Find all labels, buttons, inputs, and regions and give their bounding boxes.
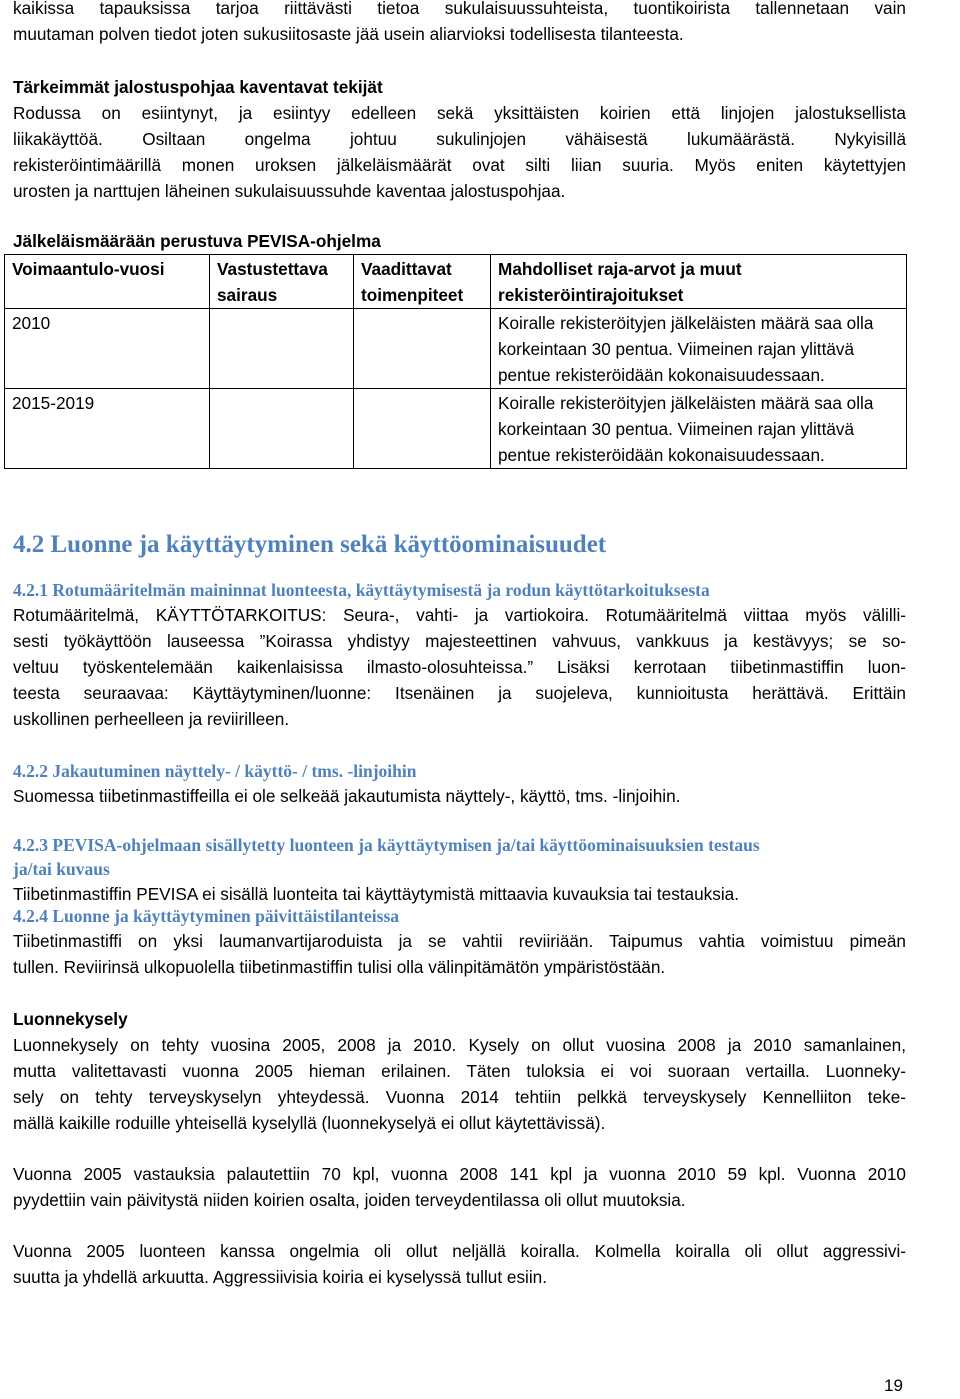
factors-line: liikakäyttöä. Osiltaan ongelma johtuu sukulinjojen vähäisestä lukumäärästä. Nykyisillä <box>13 129 906 149</box>
body-line: mutta valitettavasti vuonna 2005 hieman erilainen. Täten tuloksia ei voi suoraan vertailla. Luonneky- <box>13 1061 906 1081</box>
intro-paragraph <box>13 0 906 47</box>
body-line: veltuu työskentelemään kaikenlaisissa ilmasto-olosuhteissa.” Lisäksi kerrotaan tiibetinmastiffin luon- <box>13 657 906 677</box>
body-line: sesti työkäyttöön lauseessa ”Koirassa yhdistyy majesteettinen vahvuus, vankkuus ja kestävyys; se so- <box>13 631 906 651</box>
disease-cell <box>210 389 354 469</box>
body-line: Luonnekysely on tehty vuosina 2005, 2008 ja 2010. Kysely on ollut vuosina 2008 ja 2010 samanlainen, <box>13 1035 906 1055</box>
section-4-2-2 <box>13 759 906 809</box>
pevisa-block <box>13 228 906 469</box>
subsection-heading: 4.2.3 PEVISA-ohjelmaan sisällytetty luonteen ja käyttäytymisen ja/tai käyttöominaisuuksien testaus <box>13 835 760 855</box>
body-line: Vuonna 2005 vastauksia palautettiin 70 kpl, vuonna 2008 141 kpl ja vuonna 2010 59 kpl. Vuonna 2010 <box>13 1164 906 1184</box>
section-4-2-1 <box>13 578 906 732</box>
body-line: teesta seuraavaa: Käyttäytyminen/luonne: Itsenäinen ja suojeleva, kunnioitusta herättävä. Erittäin <box>13 683 906 703</box>
survey-heading: Luonnekysely <box>13 1009 128 1029</box>
factors-line: rekisteröintimäärillä monen uroksen jälkeläismäärät ovat silti liian suuria. Myös eniten käytettyjen <box>13 155 906 175</box>
table-header-cell: Vastustettava sairaus <box>210 255 354 309</box>
section-4-2-3 <box>13 833 906 907</box>
disease-cell <box>210 309 354 389</box>
intro-line: muutaman polven tiedot joten sukusiitosaste jää usein aliarvioksi todellisesta tilanteesta. <box>13 24 684 44</box>
table-header-cell: Vaadittavat toimenpiteet <box>354 255 491 309</box>
body-line: uskollinen perheelleen ja reviirilleen. <box>13 709 290 729</box>
body-line: sely on tehty terveyskyselyn yhteydessä. Vuonna 2014 tehtiin pelkkä terveyskysely Kennelliiton teke- <box>13 1087 906 1107</box>
subsection-heading: 4.2.1 Rotumääritelmän maininnat luonteesta, käyttäytymisestä ja rodun käyttötarkoituksesta <box>13 580 710 600</box>
year-cell: 2015-2019 <box>5 389 210 469</box>
survey-paragraph-2 <box>13 1161 906 1213</box>
body-line: Tiibetinmastiffin PEVISA ei sisällä luonteita tai käyttäytymistä mittaavia kuvauksia tai testauksia. <box>13 884 740 904</box>
section-heading-4-2: 4.2 Luonne ja käyttäytyminen sekä käyttöominaisuudet <box>13 531 607 558</box>
survey-paragraph-3 <box>13 1238 906 1290</box>
body-line: Vuonna 2005 luonteen kanssa ongelmia oli ollut neljällä koiralla. Kolmella koiralla oli ollut aggressivi- <box>13 1241 906 1261</box>
table-header-cell: Voimaantulo-vuosi <box>5 255 210 309</box>
limits-cell: Koiralle rekisteröityjen jälkeläisten määrä saa olla korkeintaan 30 pentua. Viimeinen rajan ylittävä pentue rekisteröidään kokonaisuudessaan. <box>491 389 907 469</box>
body-line: suutta ja yhdellä arkuutta. Aggressiivisia koiria ei kyselyssä tullut esiin. <box>13 1267 548 1287</box>
measures-cell <box>354 389 491 469</box>
body-line: pyydettiin vain päivitystä niiden koirien osalta, joiden terveydentilassa oli ollut muutoksia. <box>13 1190 686 1210</box>
table-header-cell: Mahdolliset raja-arvot ja muut rekisteröintirajoitukset <box>491 255 907 309</box>
subsection-heading: 4.2.4 Luonne ja käyttäytyminen päivittäistilanteissa <box>13 906 399 926</box>
factors-line: urosten ja narttujen läheinen sukulaisuussuhde kaventaa jalostuspohjaa. <box>13 181 566 201</box>
body-line: mällä kaikille roduille yhteisellä kyselyllä (luonnekyselyä ei ollut käytettävissä). <box>13 1113 606 1133</box>
body-line: Suomessa tiibetinmastiffeilla ei ole selkeää jakautumista näyttely-, käyttö, tms. -linjoihin. <box>13 786 681 806</box>
body-line: tullen. Reviirinsä ulkopuolella tiibetinmastiffin tulisi olla välinpitämätön ympäristöstään. <box>13 957 666 977</box>
body-line: Rotumääritelmä, KÄYTTÖTARKOITUS: Seura-, vahti- ja vartiokoira. Rotumääritelmä viittaa myös välilli- <box>13 605 906 625</box>
factors-line: Rodussa on esiintynyt, ja esiintyy edelleen sekä yksittäisten koirien että linjojen jalostuksellista <box>13 103 906 123</box>
table-row <box>5 309 907 389</box>
measures-cell <box>354 309 491 389</box>
intro-line: kaikissa tapauksissa tarjoa riittävästi tietoa sukulaisuussuhteista, tuontikoirista tallennetaan vain <box>13 0 906 18</box>
factors-section <box>13 74 906 204</box>
table-row <box>5 389 907 469</box>
factors-heading: Tärkeimmät jalostuspohjaa kaventavat tekijät <box>13 77 383 97</box>
body-line: Tiibetinmastiffi on yksi laumanvartijaroduista ja se vahtii reviiriään. Taipumus vahtia voimistuu pimeän <box>13 931 906 951</box>
subsection-heading: 4.2.2 Jakautuminen näyttely- / käyttö- / tms. -linjoihin <box>13 761 417 781</box>
page-number: 19 <box>884 1376 903 1395</box>
section-4-2-4 <box>13 904 906 980</box>
survey-section <box>13 1006 906 1136</box>
pevisa-table <box>4 254 907 469</box>
subsection-heading: ja/tai kuvaus <box>13 859 110 879</box>
limits-cell: Koiralle rekisteröityjen jälkeläisten määrä saa olla korkeintaan 30 pentua. Viimeinen rajan ylittävä pentue rekisteröidään kokonaisuudessaan. <box>491 309 907 389</box>
year-cell: 2010 <box>5 309 210 389</box>
table-caption: Jälkeläismäärään perustuva PEVISA-ohjelma <box>13 231 381 251</box>
table-header-row <box>5 255 907 309</box>
